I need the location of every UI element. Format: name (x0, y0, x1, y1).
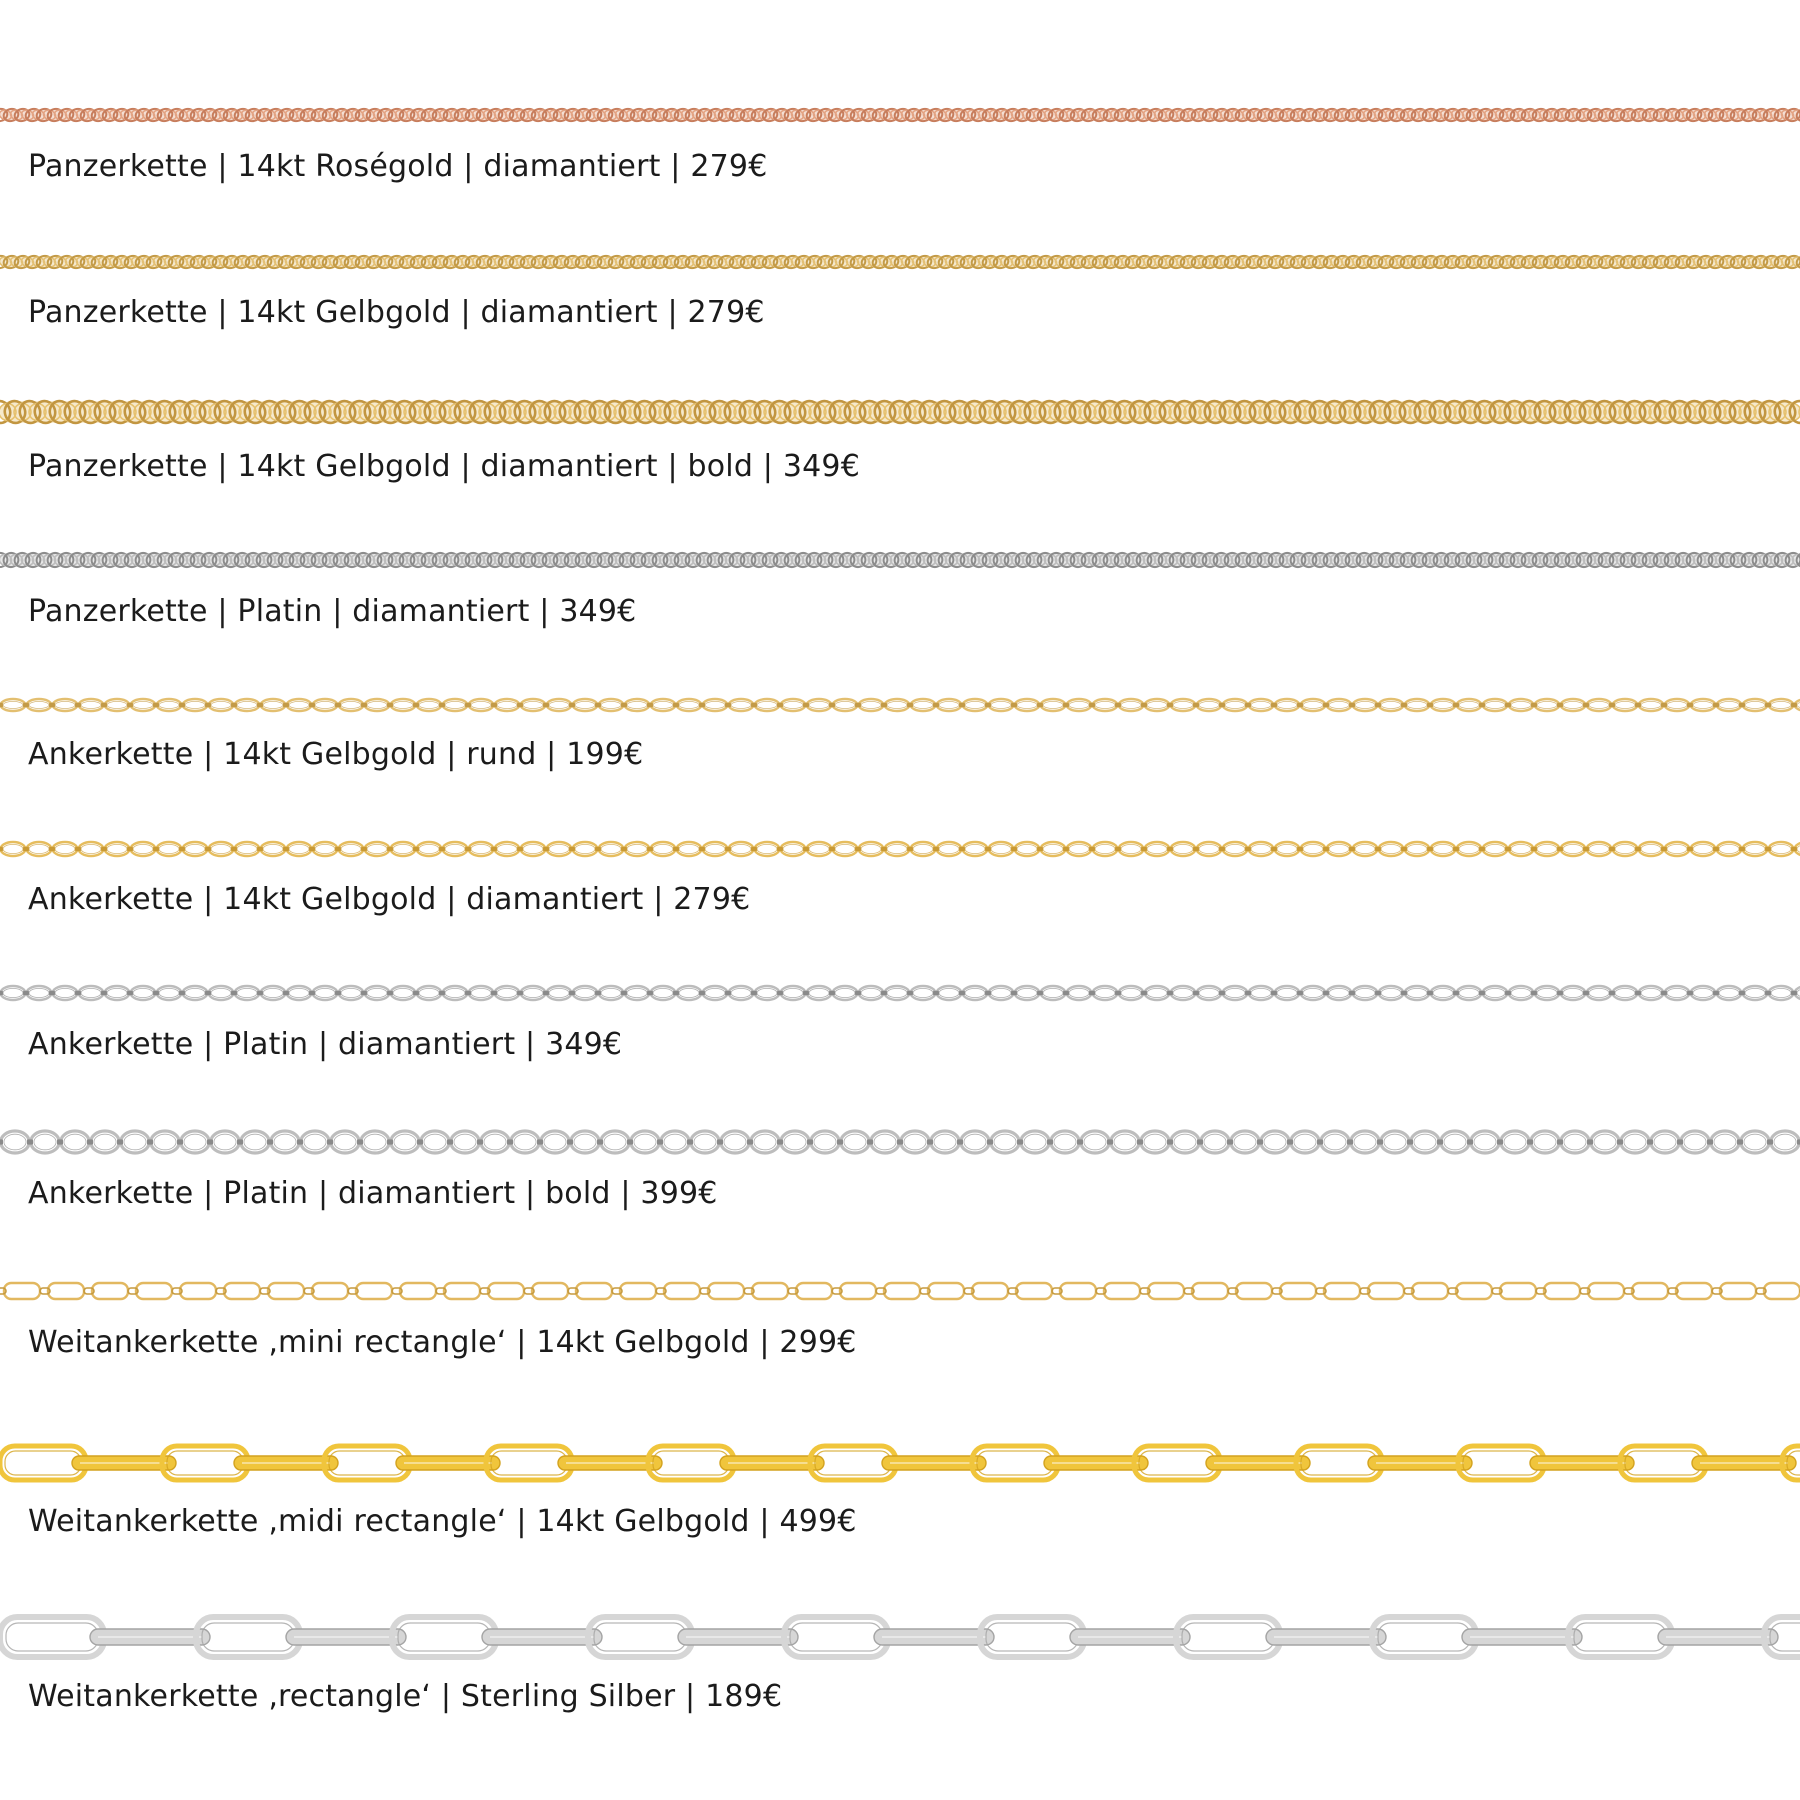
product-label: Ankerkette | 14kt Gelbgold | diamantiert | 279€ (28, 882, 751, 917)
chain-image-yellowgold-curb (0, 253, 1800, 271)
chain-image-platinum-anchor-bold (0, 1127, 1800, 1157)
product-label: Weitankerkette ‚rectangle‘ | Sterling Silber | 189€ (28, 1679, 783, 1714)
chain-image-rosegold-curb (0, 106, 1800, 124)
product-label: Ankerkette | Platin | diamantiert | 349€ (28, 1027, 623, 1062)
product-label: Ankerkette | 14kt Gelbgold | rund | 199€ (28, 737, 644, 772)
product-label: Panzerkette | 14kt Gelbgold | diamantiert | 279€ (28, 295, 765, 330)
product-label: Ankerkette | Platin | diamantiert | bold | 399€ (28, 1176, 718, 1211)
chain-image-midi-rectangle (0, 1438, 1800, 1488)
chain-image-yellowgold-anchor-round (0, 695, 1800, 715)
chain-image-platinum-anchor (0, 982, 1800, 1004)
product-label: Panzerkette | Platin | diamantiert | 349€ (28, 594, 637, 629)
chain-image-platinum-curb (0, 550, 1800, 570)
chain-image-mini-rectangle (0, 1278, 1800, 1304)
chain-image-rectangle-silver (0, 1608, 1800, 1666)
product-label: Weitankerkette ‚midi rectangle‘ | 14kt Gelbgold | 499€ (28, 1504, 857, 1539)
product-label: Panzerkette | 14kt Roségold | diamantiert | 279€ (28, 149, 768, 184)
chain-image-yellowgold-curb-bold (0, 398, 1800, 426)
chain-image-yellowgold-anchor (0, 838, 1800, 860)
product-label: Weitankerkette ‚mini rectangle‘ | 14kt Gelbgold | 299€ (28, 1325, 857, 1360)
product-label: Panzerkette | 14kt Gelbgold | diamantiert | bold | 349€ (28, 449, 861, 484)
